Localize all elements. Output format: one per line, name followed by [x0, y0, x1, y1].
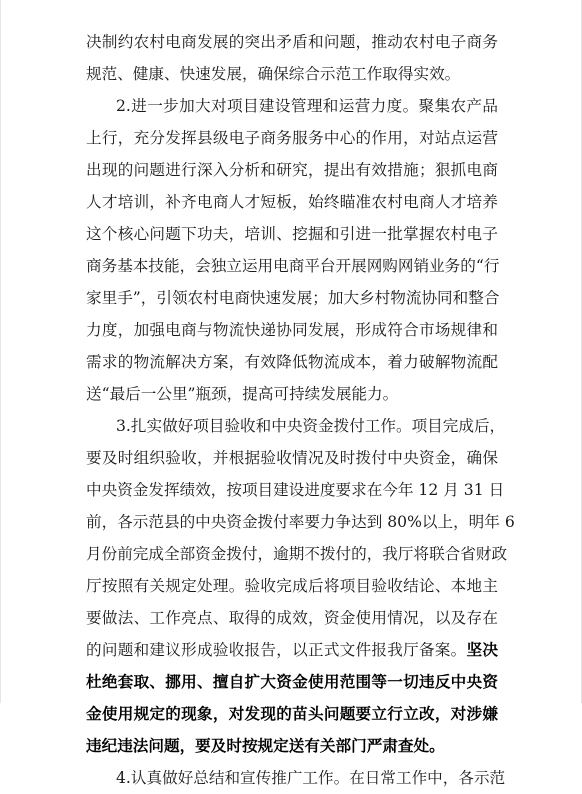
page-left-edge [0, 0, 1, 703]
bold-text-line: 违纪违法问题，要及时按规定送有关部门严肃查处。 [86, 736, 445, 755]
text-line: 商务基本技能，会独立运用电商平台开展网购网销业务的“行 [86, 257, 500, 275]
document-page [86, 26, 515, 794]
text-line: 月份前完成全部资金拨付，逾期不拨付的，我厅将联合省财政 [86, 545, 508, 563]
paragraph-item-3 [86, 410, 515, 762]
text-line: 力度，加强电商与物流快递协同发展，形成符合市场规律和 [86, 321, 498, 339]
text-line: 3.扎实做好项目验收和中央资金拨付工作。项目完成后， [116, 417, 506, 435]
text-line: 厅按照有关规定处理。验收完成后将项目验收结论、本地主 [86, 577, 498, 595]
bold-text-line: 金使用规定的现象，对发现的苗头问题要立行立改，对涉嫌 [86, 704, 498, 723]
text-line: 出现的问题进行深入分析和研究，提出有效措施；狠抓电商 [86, 161, 498, 179]
paragraph-item-2 [86, 90, 498, 410]
text-line: 2.进一步加大对项目建设管理和运营力度。聚集农产品 [116, 97, 498, 115]
paragraph-item-4 [86, 762, 506, 794]
text-line: 人才培训，补齐电商人才短板，始终瞄准农村电商人才培养 [86, 193, 498, 211]
text-line: 决制约农村电商发展的突出矛盾和问题，推动农村电子商务 [86, 33, 498, 51]
text-line: 中央资金发挥绩效，按项目建设进度要求在今年 12 月 31 日 [86, 481, 505, 499]
text-line-mixed [86, 634, 498, 666]
text-line: 规范、健康、快速发展，确保综合示范工作取得实效。 [86, 65, 461, 83]
text-line: 4.认真做好总结和宣传推广工作。在日常工作中，各示范 [116, 769, 506, 787]
paragraph-continuation [86, 26, 498, 90]
text-line: 前，各示范县的中央资金拨付率要力争达到 80%以上，明年 6 [86, 513, 515, 531]
text-segment: 的问题和建议形成验收报告，以正式文件报我厅备案。 [86, 641, 467, 659]
bold-text-line: 杜绝套取、挪用、擅自扩大资金使用范围等一切违反中央资 [86, 672, 498, 691]
text-line: 需求的物流解决方案，有效降低物流成本，着力破解物流配 [86, 353, 498, 371]
bold-text-segment: 坚决 [466, 640, 498, 659]
text-line: 家里手”，引领农村电商快速发展；加大乡村物流协同和整合 [86, 289, 500, 307]
text-line: 这个核心问题下功夫，培训、挖掘和引进一批掌握农村电子 [86, 225, 498, 243]
text-line: 上行，充分发挥县级电子商务服务中心的作用，对站点运营 [86, 129, 498, 147]
text-line: 要做法、工作亮点、取得的成效，资金使用情况，以及存在 [86, 609, 498, 627]
text-line: 送“最后一公里”瓶颈，提高可持续发展能力。 [86, 385, 399, 403]
text-line: 要及时组织验收，并根据验收情况及时拨付中央资金，确保 [86, 449, 498, 467]
